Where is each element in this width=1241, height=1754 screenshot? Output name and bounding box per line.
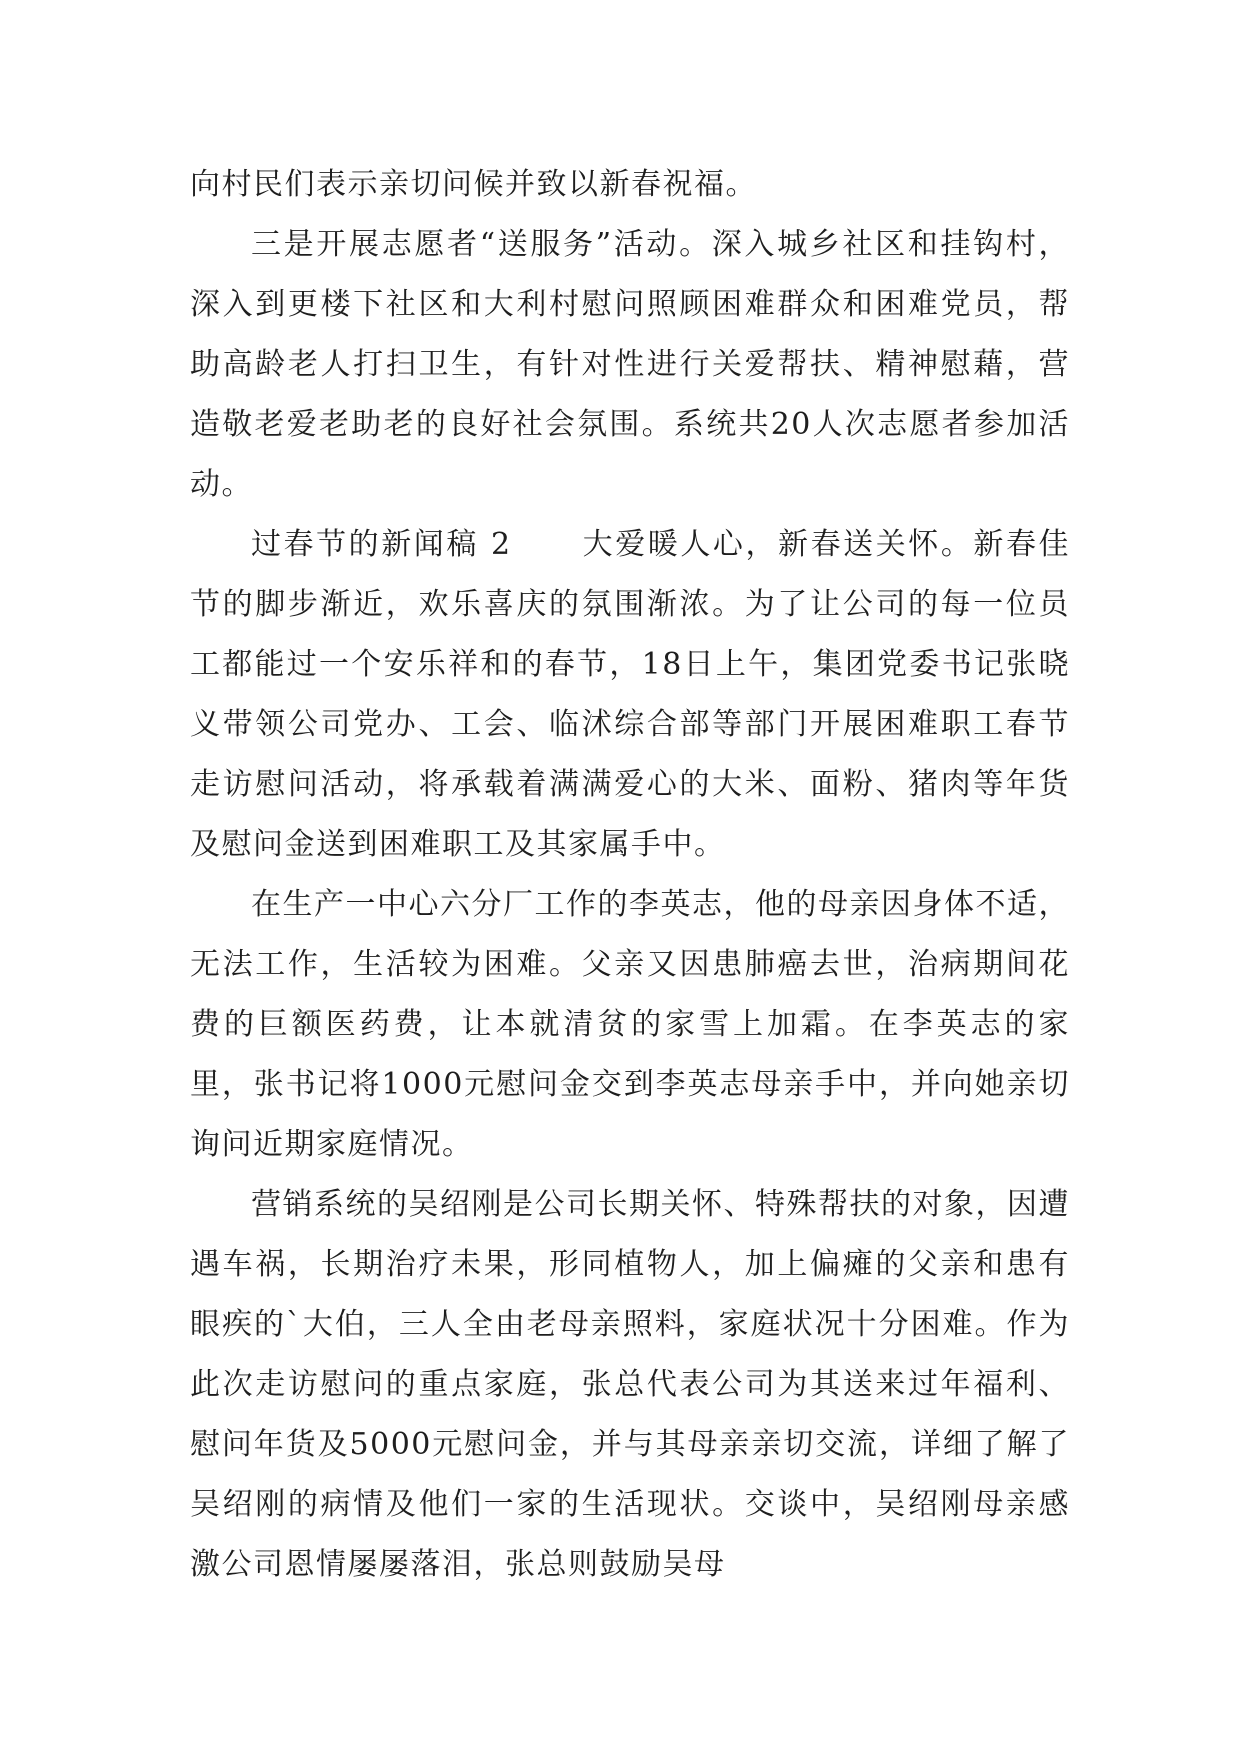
paragraph-1: 向村民们表示亲切问候并致以新春祝福。 [190,167,757,202]
paragraph-2: 三是开展志愿者“送服务”活动。深入城乡社区和挂钩村，深入到更楼下社区和大利村慰问照顾困难群众和困难党员，帮助高龄老人打扫卫生，有针对性进行关爱帮扶、精神慰藉，营造敬老爱老助老的良好社会氛围。系统共20人次志愿者参加活动。 [190,227,1070,502]
paragraph-4: 在生产一中心六分厂工作的李英志，他的母亲因身体不适，无法工作，生活较为困难。父亲又因患肺癌去世，治病期间花费的巨额医药费，让本就清贫的家雪上加霜。在李英志的家里，张书记将1000元慰问金交到李英志母亲手中，并向她亲切询问近期家庭情况。 [190,887,1070,1162]
section-title: 过春节的新闻稿 2 [251,527,512,562]
paragraph-5: 营销系统的吴绍刚是公司长期关怀、特殊帮扶的对象，因遭遇车祸，长期治疗未果，形同植物人，加上偏瘫的父亲和患有眼疾的`大伯，三人全由老母亲照料，家庭状况十分困难。作为此次走访慰问的重点家庭，张总代表公司为其送来过年福利、慰问年货及5000元慰问金，并与其母亲亲切交流，详细了解了吴绍刚的病情及他们一家的生活现状。交谈中，吴绍刚母亲感激公司恩情屡屡落泪，张总则鼓励吴母 [190,1187,1070,1582]
document-body [190,155,1070,1595]
paragraph-3-body: 大爱暖人心，新春送关怀。新春佳节的脚步渐近，欢乐喜庆的氛围渐浓。为了让公司的每一位员工都能过一个安乐祥和的春节，18日上午，集团党委书记张晓义带领公司党办、工会、临沭综合部等部门开展困难职工春节走访慰问活动，将承载着满满爱心的大米、面粉、猪肉等年货及慰问金送到困难职工及其家属手中。 [190,527,1071,862]
paragraph-3 [190,515,1070,875]
